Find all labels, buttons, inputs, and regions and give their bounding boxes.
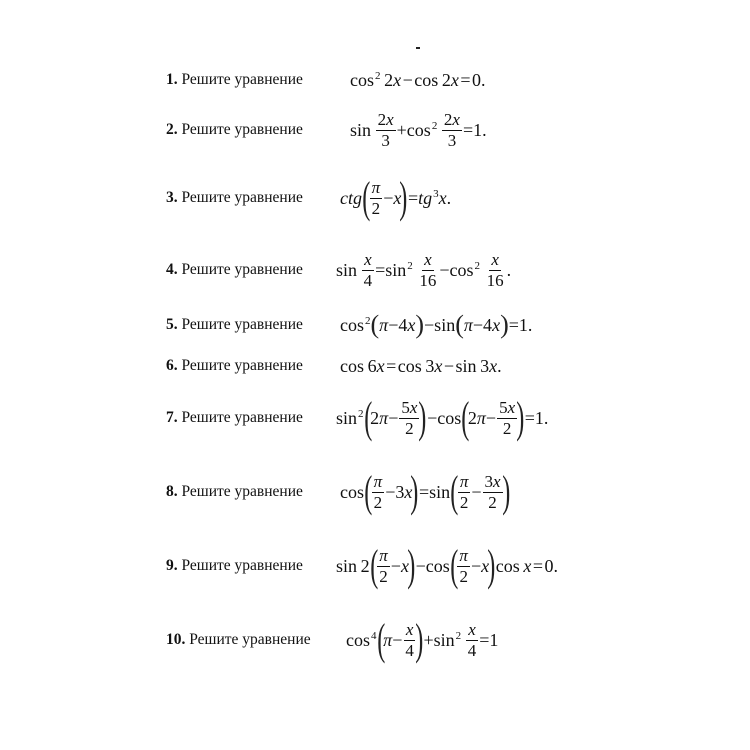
problem-lead bbox=[166, 120, 303, 140]
task-label: Решите уравнение bbox=[181, 121, 303, 138]
problem-lead bbox=[166, 70, 303, 90]
problem-lead bbox=[166, 482, 303, 502]
problem-number: 5. bbox=[166, 316, 178, 333]
task-label: Решите уравнение bbox=[181, 261, 303, 278]
problem-lead bbox=[166, 188, 303, 208]
task-label: Решите уравнение bbox=[181, 71, 303, 88]
problem-number: 7. bbox=[166, 409, 178, 426]
equation: cos ( $\frac{\pi}{2}$ −3 x ) =sin ( $\frac{\pi}{2}$ − $\frac{3x}{2}$ ) bbox=[340, 467, 510, 516]
problem-number: 2. bbox=[166, 121, 178, 138]
problem-number: 6. bbox=[166, 357, 178, 374]
problem-lead bbox=[166, 408, 303, 428]
problem-lead bbox=[166, 260, 303, 280]
problem-number: 8. bbox=[166, 483, 178, 500]
equation: cos $^2$ ( π −4 x ) −sin ( π −4 x ) =1. bbox=[340, 310, 533, 339]
task-label: Решите уравнение bbox=[181, 483, 303, 500]
problem-number: 1. bbox=[166, 71, 178, 88]
equation: cos $^4$ ( π − $\frac{x}{4}$ ) +sin $^2$ $\frac{x}{4}$ =1 bbox=[346, 615, 499, 664]
problem-number: 3. bbox=[166, 189, 178, 206]
problem-lead bbox=[166, 556, 303, 576]
problem-number: 10. bbox=[166, 631, 186, 648]
task-label: Решите уравнение bbox=[181, 409, 303, 426]
equation: sin $\frac{2x}{3}$ +cos $^2$ $\frac{2x}{3}$ =1. bbox=[350, 109, 487, 150]
equation: sin 2 ( $\frac{\pi}{2}$ − x ) −cos ( $\frac{\pi}{2}$ − x ) cos x = 0. bbox=[336, 541, 559, 590]
task-label: Решите уравнение bbox=[181, 557, 303, 574]
problem-number: 4. bbox=[166, 261, 178, 278]
task-label: Решите уравнение bbox=[181, 357, 303, 374]
stray-mark bbox=[416, 47, 420, 49]
equation: cos 6 x = cos 3 x − sin 3 x . bbox=[340, 356, 502, 376]
equation: sin $\frac{x}{4}$ =sin $^2$ $\frac{x}{16}$ −cos $^2$ $\frac{x}{16}$ . bbox=[336, 249, 512, 290]
problem-lead bbox=[166, 356, 303, 376]
problem-lead bbox=[166, 315, 303, 335]
equation: cos $^2$ 2 x − cos 2 x = 0. bbox=[350, 70, 486, 90]
task-label: Решите уравнение bbox=[181, 189, 303, 206]
problem-number: 9. bbox=[166, 557, 178, 574]
problem-lead bbox=[166, 630, 311, 650]
task-label: Решите уравнение bbox=[181, 316, 303, 333]
equation: ctg ( $\frac{\pi}{2}$ − x ) = tg $^3$ x . bbox=[340, 173, 452, 222]
equation: sin $^2$ ( 2 π − $\frac{5x}{2}$ ) −cos ( 2 π − $\frac{5x}{2}$ ) =1. bbox=[336, 393, 549, 442]
task-label: Решите уравнение bbox=[189, 631, 311, 648]
